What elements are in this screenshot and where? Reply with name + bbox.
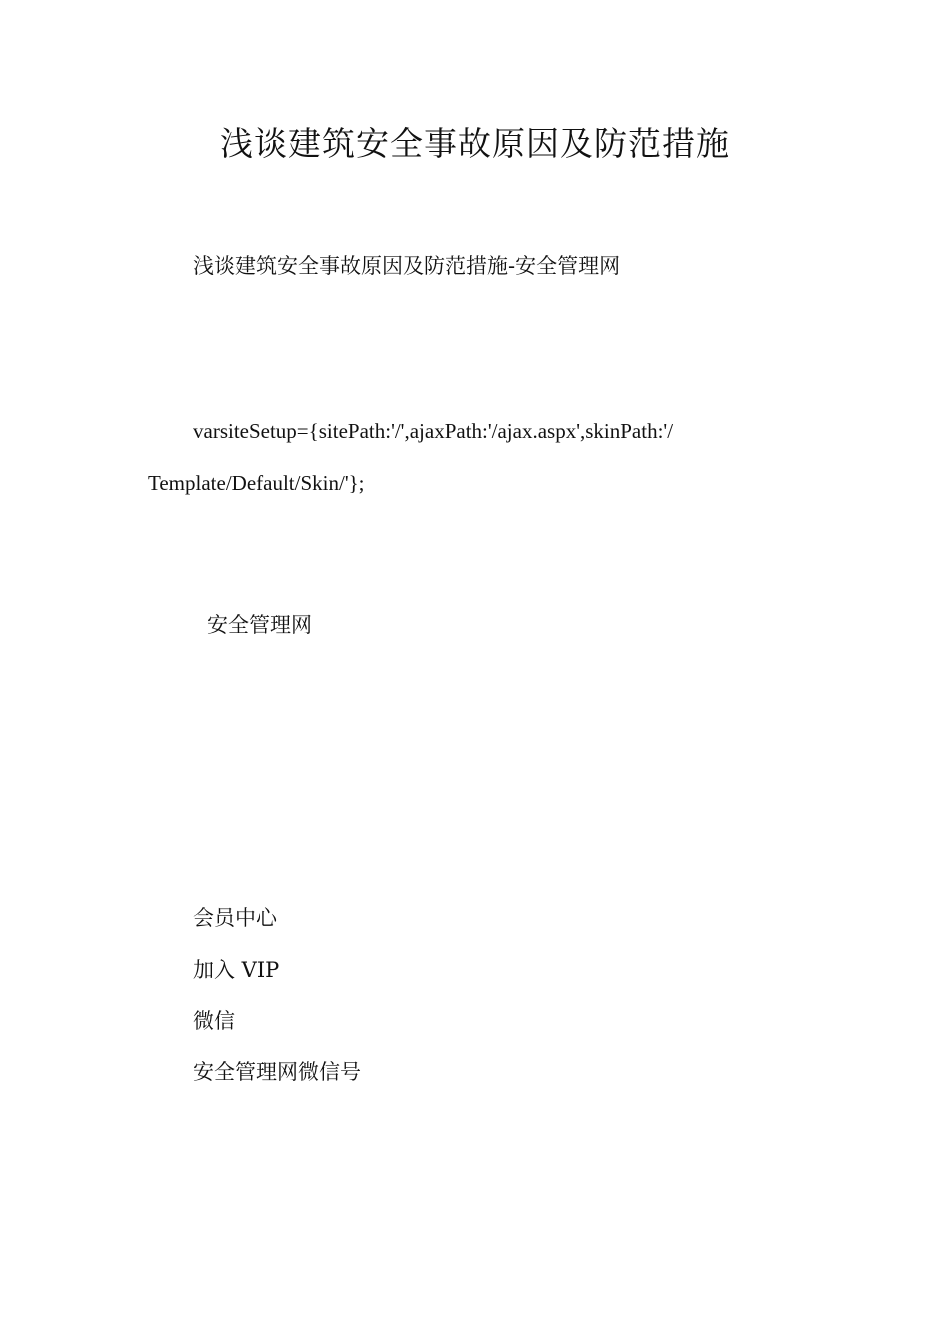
link-wechat-account[interactable]: 安全管理网微信号 [193, 1060, 361, 1084]
link-join-vip[interactable]: 加入 VIP [193, 958, 280, 982]
link-wechat[interactable]: 微信 [193, 1009, 235, 1033]
document-title: 浅谈建筑安全事故原因及防范措施 [220, 124, 730, 163]
code-paragraph [148, 405, 748, 509]
code-line-2: Template/Default/Skin/'}; [148, 471, 365, 495]
link-member-center[interactable]: 会员中心 [193, 906, 277, 930]
code-line-1: varsiteSetup={sitePath:'/',ajaxPath:'/ajax.aspx',skinPath:'/ [193, 419, 674, 443]
site-name: 安全管理网 [207, 613, 312, 637]
subtitle-line: 浅谈建筑安全事故原因及防范措施-安全管理网 [193, 254, 621, 278]
